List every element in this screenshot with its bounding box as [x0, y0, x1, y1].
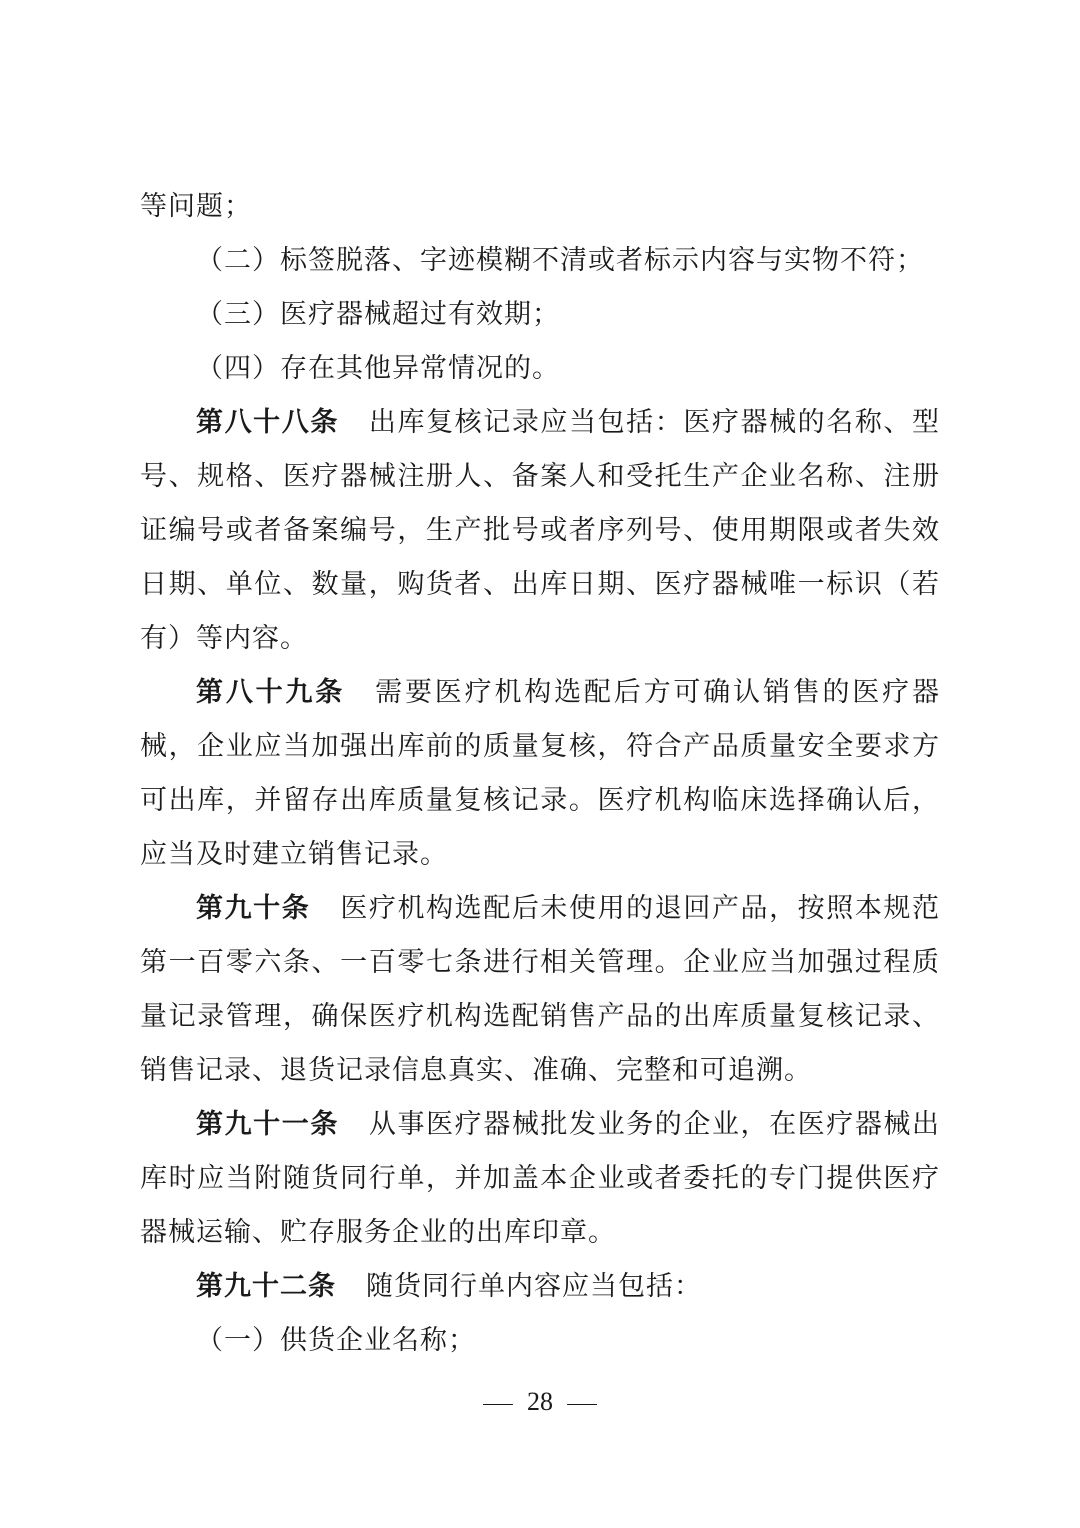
list-item-4: （四）存在其他异常情况的。	[196, 353, 560, 384]
list-item-1: （一）供货企业名称；	[196, 1325, 476, 1356]
article-88-text: 出库复核记录应当包括：医疗器械的名称、型号、规格、医疗器械注册人、备案人和受托生产企业名称、注册证编号或者备案编号，生产批号或者序列号、使用期限或者失效日期、单位、数量，购货者、出库日期、医疗器械唯一标识（若有）等内容。	[140, 407, 941, 654]
footer-dash-left	[483, 1404, 513, 1405]
body-text	[140, 180, 940, 1368]
article-92-title: 第九十二条	[196, 1271, 336, 1302]
article-92-text: 随货同行单内容应当包括：	[366, 1271, 702, 1302]
article-92	[140, 1260, 940, 1314]
article-90-title: 第九十条	[196, 893, 311, 924]
page-footer	[0, 1382, 1080, 1422]
article-89-text: 需要医疗机构选配后方可确认销售的医疗器械，企业应当加强出库前的质量复核，符合产品质量安全要求方可出库，并留存出库质量复核记录。医疗机构临床选择确认后，应当及时建立销售记录。	[140, 677, 941, 870]
article-88-title: 第八十八条	[196, 407, 339, 438]
article-90	[140, 882, 940, 1098]
article-91	[140, 1098, 940, 1260]
article-91-title: 第九十一条	[196, 1109, 339, 1140]
list-item-3: （三）医疗器械超过有效期；	[196, 299, 560, 330]
article-91-text: 从事医疗器械批发业务的企业，在医疗器械出库时应当附随货同行单，并加盖本企业或者委托的专门提供医疗器械运输、贮存服务企业的出库印章。	[140, 1109, 941, 1248]
list-item-2: （二）标签脱落、字迹模糊不清或者标示内容与实物不符；	[196, 245, 924, 276]
paragraph-continuation: 等问题；	[140, 191, 252, 222]
footer-dash-right	[567, 1404, 597, 1405]
page-number: 28	[527, 1387, 553, 1416]
article-89-title: 第八十九条	[196, 677, 346, 708]
article-88	[140, 396, 940, 666]
article-89	[140, 666, 940, 882]
article-90-text: 医疗机构选配后未使用的退回产品，按照本规范第一百零六条、一百零七条进行相关管理。企业应当加强过程质量记录管理，确保医疗机构选配销售产品的出库质量复核记录、销售记录、退货记录信息真实、准确、完整和可追溯。	[140, 893, 941, 1086]
